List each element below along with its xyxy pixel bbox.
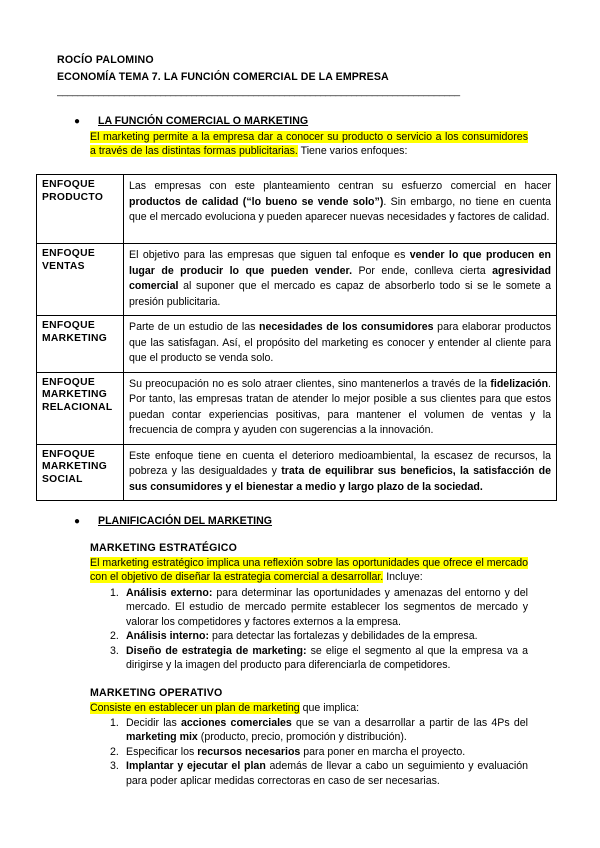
highlighted-definition: Consiste en establecer un plan de marketing	[90, 702, 300, 714]
row-description: Este enfoque tiene en cuenta el deterioro medioambiental, la escasez de recursos, la pobreza y las desigualdades y trata de equilibrar sus beneficios, la satisfacción de sus consumidores y el bienestar a medio y largo plazo de la sociedad.	[124, 444, 557, 501]
estrategico-list	[90, 586, 528, 672]
row-key: ENFOQUE VENTAS	[37, 244, 124, 316]
section-heading-planificacion	[74, 514, 272, 529]
enfoques-table-wrapper	[36, 174, 557, 501]
table-row	[37, 444, 557, 501]
subheading-operativo: MARKETING OPERATIVO	[90, 687, 223, 699]
section-heading-funcion-comercial	[74, 114, 308, 129]
author-name: ROCÍO PALOMINO	[57, 54, 154, 66]
row-description: El objetivo para las empresas que siguen tal enfoque es vender lo que producen en lugar de producir lo que pueden vender. Por ende, conlleva cierta agresividad comercial al suponer que el mercado es capaz de absorberlo todo si se le somete a presión publicitaria.	[124, 244, 557, 316]
operativo-intro: Consiste en establecer un plan de marketing que implica:	[90, 702, 360, 714]
table-row	[37, 244, 557, 316]
table-row	[37, 372, 557, 444]
enfoques-table	[36, 174, 557, 501]
row-description: Parte de un estudio de las necesidades de los consumidores para elaborar productos que las satisfagan. Así, el propósito del marketing es conocer y entender al cliente para que el producto se venda solo.	[124, 316, 557, 373]
highlighted-definition: El marketing permite a la empresa dar a conocer su producto o servicio a los consumidores a través de las distintas formas publicitarias.	[90, 131, 528, 158]
row-key: ENFOQUE PRODUCTO	[37, 175, 124, 244]
list-item: 2. Análisis interno: para detectar las fortalezas y debilidades de la empresa.	[110, 630, 478, 643]
section-intro	[90, 130, 528, 159]
row-key: ENFOQUE MARKETING	[37, 316, 124, 373]
row-key: ENFOQUE MARKETING RELACIONAL	[37, 372, 124, 444]
operativo-list	[90, 716, 528, 788]
list-item: 1. Decidir las acciones comerciales que se van a desarrollar a partir de las 4Ps del marketing mix (producto, precio, promoción y distribución).	[110, 717, 528, 744]
highlighted-definition: El marketing estratégico implica una reflexión sobre las oportunidades que ofrece el mercado con el objetivo de diseñar la estrategia comercial a desarrollar.	[90, 557, 528, 584]
row-key: ENFOQUE MARKETING SOCIAL	[37, 444, 124, 501]
list-item: 3. Diseño de estrategia de marketing: se elige el segmento al que la empresa va a dirigirse y la imagen del producto para diferenciarla de competidores.	[110, 644, 528, 672]
list-item: 1. Análisis externo: para determinar las oportunidades y amenazas del entorno y del mercado. El estudio de mercado permite establecer los segmentos de mercado y valorar los competidores y factores externos a la empresa.	[110, 587, 528, 628]
list-item: 2. Especificar los recursos necesarios para poner en marcha el proyecto.	[110, 745, 466, 758]
header-separator: ______________________________________________________________________________	[57, 86, 460, 97]
list-item: 3. Implantar y ejecutar el plan además de llevar a cabo un seguimiento y evaluación para poder aplicar medidas correctoras en caso de ser necesarias.	[110, 760, 528, 787]
document-subject: ECONOMÍA TEMA 7. LA FUNCIÓN COMERCIAL DE LA EMPRESA	[57, 71, 389, 83]
table-row	[37, 175, 557, 244]
row-description: Las empresas con este planteamiento centran su esfuerzo comercial en hacer productos de calidad (“lo bueno se vende solo”). Sin embargo, no tiene en cuenta que el mercado evoluciona y pueden aparecer nuevas necesidades y factores de calidad.	[124, 175, 557, 244]
estrategico-intro: El marketing estratégico implica una reflexión sobre las oportunidades que ofrece el mercado con el objetivo de diseñar la estrategia comercial a desarrollar. Incluye:	[90, 557, 528, 584]
row-description: Su preocupación no es solo atraer clientes, sino mantenerlos a través de la fidelización. Por tanto, las empresas tratan de atender lo mejor posible a sus clientes para que estos puedan contar experiencias positivas, para mantener el volumen de ventas y la frecuencia de compra y ayuden con sugerencias a la innovación.	[124, 372, 557, 444]
section-title: LA FUNCIÓN COMERCIAL O MARKETING	[98, 115, 309, 127]
intro-rest: Tiene varios enfoques:	[297, 145, 408, 158]
bullet-icon: ●	[74, 116, 81, 127]
bullet-icon: ●	[74, 516, 81, 527]
subheading-estrategico: MARKETING ESTRATÉGICO	[90, 542, 238, 554]
section-title: PLANIFICACIÓN DEL MARKETING	[98, 515, 273, 527]
table-row	[37, 316, 557, 373]
